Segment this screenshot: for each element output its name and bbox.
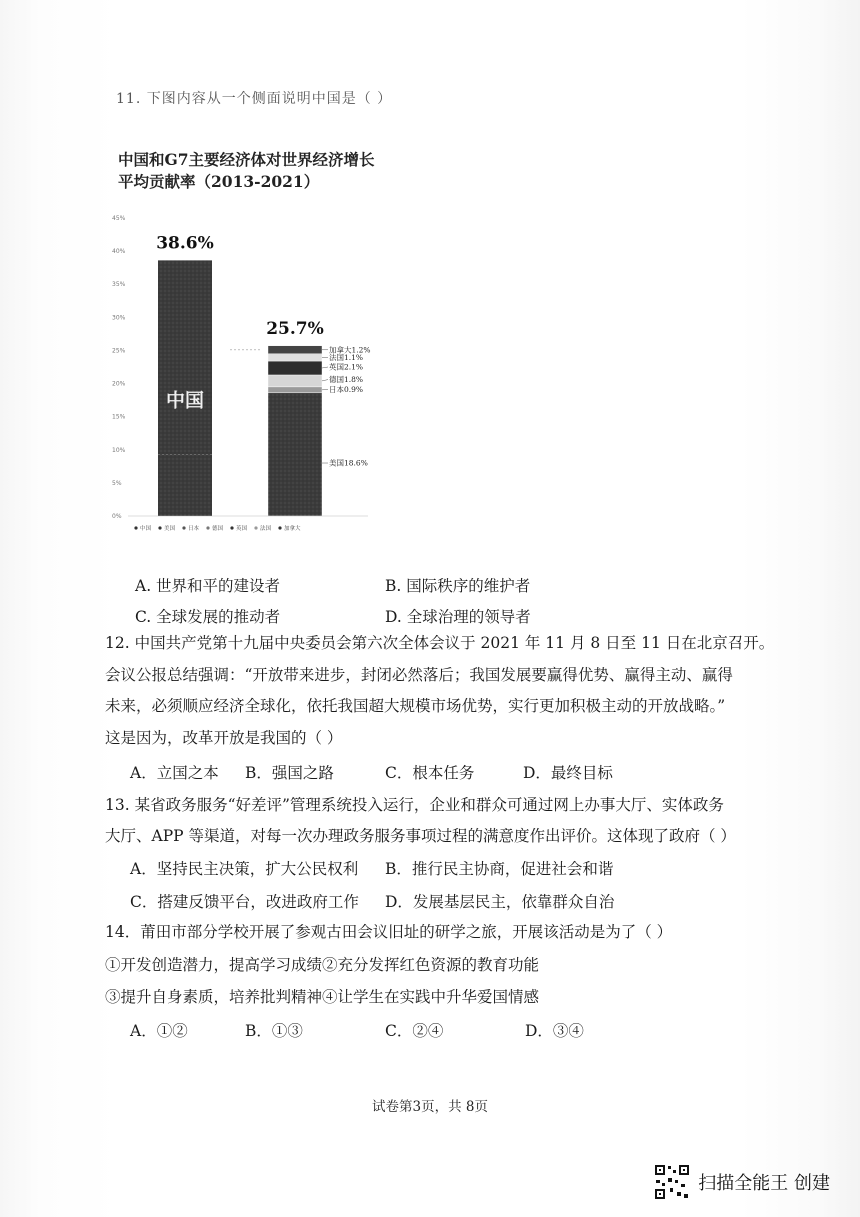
q13-line1: 13. 某省政务服务“好差评”管理系统投入运行，企业和群众可通过网上办事大厅、实体政务 xyxy=(105,796,724,814)
chart-title-line1: 中国和G7主要经济体对世界经济增长 xyxy=(118,150,375,169)
q12-line2: 会议公报总结强调：“开放带来进步，封闭必然落后；我国发展要赢得优势、赢得主动、赢得 xyxy=(105,666,733,684)
bar-china-inner-label: 中国 xyxy=(165,389,205,412)
q13-option-a: A．坚持民主决策，扩大公民权利 xyxy=(130,860,359,878)
segment-label-加拿大: 加拿大1.2% xyxy=(329,345,371,355)
segment-英国 xyxy=(268,361,322,375)
segment-label-日本: 日本0.9% xyxy=(329,385,364,395)
bar-china xyxy=(158,260,212,516)
legend-label-法国: 法国 xyxy=(260,526,272,532)
y-tick-label: 10% xyxy=(112,446,126,454)
legend-marker-德国 xyxy=(206,526,209,529)
y-tick-label: 15% xyxy=(112,413,126,421)
segment-leader-line xyxy=(322,367,328,368)
y-tick-label: 20% xyxy=(112,380,126,388)
segment-法国 xyxy=(268,354,322,361)
q11-option-d: D. 全球治理的领导者 xyxy=(385,608,531,626)
legend-label-美国: 美国 xyxy=(164,526,176,532)
q12-option-c: C．根本任务 xyxy=(385,764,475,782)
segment-label-德国: 德国1.8% xyxy=(329,375,364,385)
legend-label-德国: 德国 xyxy=(212,526,224,532)
segment-加拿大 xyxy=(268,346,322,354)
y-tick-label: 5% xyxy=(112,479,122,487)
y-tick-label: 30% xyxy=(112,314,126,322)
legend-marker-中国 xyxy=(134,526,137,529)
q11-option-b: B. 国际秩序的维护者 xyxy=(385,577,531,595)
y-tick-label: 35% xyxy=(112,281,126,289)
qr-code-icon xyxy=(654,1164,690,1200)
q14-line1: 14．莆田市部分学校开展了参观古田会议旧址的研学之旅，开展该活动是为了（ ） xyxy=(105,923,673,941)
segment-日本 xyxy=(268,387,322,393)
segment-label-美国: 美国18.6% xyxy=(329,458,368,468)
segment-label-法国: 法国1.1% xyxy=(329,353,364,363)
q13-line2: 大厅、APP 等渠道，对每一次办理政务服务事项过程的满意度作出评价。这体现了政府（ ） xyxy=(105,827,736,845)
q12-option-b: B．强国之路 xyxy=(245,764,334,782)
q12-option-d: D．最终目标 xyxy=(523,764,613,782)
legend-label-日本: 日本 xyxy=(188,526,200,532)
segment-label-英国: 英国2.1% xyxy=(329,362,364,372)
legend-marker-美国 xyxy=(158,526,161,529)
bar-g7-total-label: 25.7% xyxy=(266,318,324,339)
y-tick-label: 25% xyxy=(112,347,126,355)
q12-line4: 这是因为，改革开放是我国的（ ） xyxy=(105,729,343,747)
q14-option-d: D．③④ xyxy=(525,1022,584,1040)
q12-option-a: A．立国之本 xyxy=(130,764,219,782)
segment-德国 xyxy=(268,375,322,387)
legend-marker-英国 xyxy=(230,526,233,529)
q14-option-a: A．①② xyxy=(130,1022,188,1040)
scanner-watermark xyxy=(654,1164,830,1200)
contribution-chart xyxy=(108,210,388,540)
legend-label-英国: 英国 xyxy=(236,526,248,532)
legend-marker-日本 xyxy=(182,526,185,529)
bar-china-total-label: 38.6% xyxy=(156,233,214,254)
q14-line2: ①开发创造潜力，提高学习成绩②充分发挥红色资源的教育功能 xyxy=(105,956,540,974)
segment-美国 xyxy=(268,393,322,516)
q14-option-b: B．①③ xyxy=(245,1022,303,1040)
q14-line3: ③提升自身素质，培养批判精神④让学生在实践中升华爱国情感 xyxy=(105,988,540,1006)
legend-marker-加拿大 xyxy=(278,526,281,529)
page-footer: 试卷第3页，共 8页 xyxy=(372,1099,488,1115)
y-tick-label: 40% xyxy=(112,248,126,256)
q11-option-a: A. 世界和平的建设者 xyxy=(135,577,281,595)
scanner-watermark-text: 扫描全能王 创建 xyxy=(698,1173,830,1194)
segment-leader-line xyxy=(322,380,328,381)
q13-option-c: C．搭建反馈平台，改进政府工作 xyxy=(130,893,359,911)
q12-line1: 12. 中国共产党第十九届中央委员会第六次全体会议于 2021 年 11 月 8 日至 11 日在北京召开。 xyxy=(105,634,775,652)
q12-line3: 未来，必须顺应经济全球化，依托我国超大规模市场优势，实行更加积极主动的开放战略。” xyxy=(105,697,726,715)
legend-marker-法国 xyxy=(254,526,257,529)
q11-option-c: C. 全球发展的推动者 xyxy=(135,608,281,626)
q13-option-d: D．发展基层民主，依靠群众自治 xyxy=(385,893,615,911)
chart-title-line2: 平均贡献率（2013-2021） xyxy=(118,172,320,191)
y-tick-label: 45% xyxy=(112,215,126,222)
legend-label-加拿大: 加拿大 xyxy=(284,526,301,532)
question-11-stem: 11. 下图内容从一个侧面说明中国是（ ） xyxy=(116,91,393,107)
legend-label-中国: 中国 xyxy=(140,526,152,532)
q13-option-b: B．推行民主协商，促进社会和谐 xyxy=(385,860,614,878)
q14-option-c: C．②④ xyxy=(385,1022,444,1040)
y-tick-label: 0% xyxy=(112,513,122,520)
